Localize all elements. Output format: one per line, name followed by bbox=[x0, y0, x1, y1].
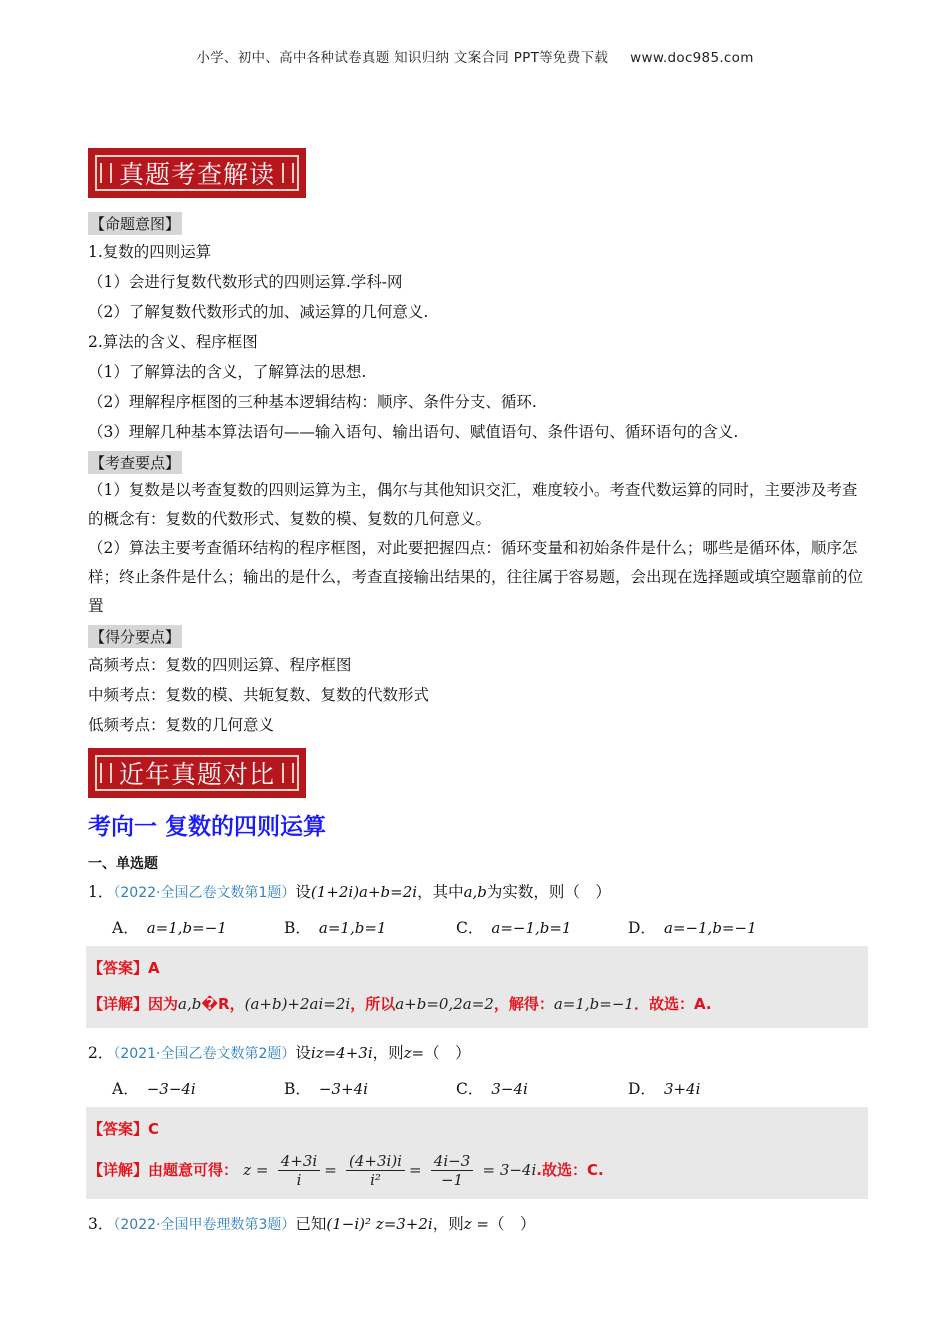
option-label: A． bbox=[112, 1080, 139, 1098]
option-label: D． bbox=[628, 919, 656, 937]
question-text: 为实数，则（ ） bbox=[486, 883, 611, 901]
tag-scoring: 【得分要点】 bbox=[88, 625, 182, 648]
option-c[interactable] bbox=[456, 916, 628, 938]
intent-line: （1）会进行复数代数形式的四则运算.学科-网 bbox=[88, 273, 403, 291]
answer-label: 【答案】 bbox=[88, 959, 149, 977]
option-a[interactable] bbox=[112, 916, 284, 938]
question-text: （ ） bbox=[488, 1215, 536, 1233]
banner-title: 近年真题对比 bbox=[118, 760, 275, 789]
options-q2 bbox=[112, 1077, 868, 1099]
question-text: ，则 bbox=[372, 1044, 404, 1062]
option-text: a=−1,b=−1 bbox=[663, 919, 757, 937]
detail-text: .故选：C. bbox=[536, 1161, 604, 1179]
detail-row bbox=[88, 986, 864, 1022]
option-text: a=1,b=1 bbox=[318, 919, 387, 937]
subsection-title: 一、单选题 bbox=[88, 856, 158, 872]
question-number: 1． bbox=[88, 883, 114, 901]
answer-box-q1 bbox=[86, 946, 868, 1028]
intent-line: （3）理解几种基本算法语句——输入语句、输出语句、赋值语句、条件语句、循环语句的含义. bbox=[88, 423, 739, 441]
intent-line: （2）了解复数代数形式的加、减运算的几何意义. bbox=[88, 303, 429, 321]
intent-line: （2）理解程序框图的三种基本逻辑结构：顺序、条件分支、循环. bbox=[88, 393, 537, 411]
question-3 bbox=[88, 1209, 868, 1240]
math-expression: a,b bbox=[178, 995, 202, 1013]
option-label: C． bbox=[456, 919, 484, 937]
detail-text: ，所以 bbox=[350, 995, 396, 1013]
detail-row: 【详解】由题意可得： z = $\frac{4+3i}{i}$ = $\frac{(4+3i)i}{\text{i²}}$ = $\frac{4i-3}{-1}$ = 3−4i.故选：C. bbox=[88, 1152, 604, 1189]
question-source: （2022·全国乙卷文数第1题） bbox=[113, 885, 296, 901]
option-label: B． bbox=[284, 919, 311, 937]
option-a[interactable] bbox=[112, 1077, 284, 1099]
question-text: ，其中 bbox=[417, 883, 464, 901]
site-header bbox=[0, 46, 950, 66]
option-text: −3−4i bbox=[146, 1080, 196, 1098]
fraction bbox=[278, 1152, 320, 1189]
question-1 bbox=[88, 877, 868, 908]
option-b[interactable] bbox=[284, 1077, 456, 1099]
site-url[interactable]: www.doc985.com bbox=[630, 50, 754, 66]
question-text: 已知 bbox=[295, 1215, 327, 1233]
option-text: 3−4i bbox=[491, 1080, 528, 1098]
question-text: 设 bbox=[295, 1044, 311, 1062]
option-d[interactable] bbox=[628, 916, 800, 938]
fraction bbox=[431, 1152, 473, 1189]
detail-label: 【详解】 bbox=[88, 1161, 149, 1179]
answer-value: A bbox=[148, 959, 160, 977]
detail-label: 【详解】 bbox=[88, 995, 149, 1013]
math-expression: iz=4+3i bbox=[310, 1044, 373, 1062]
math-expression: a=1,b=−1 bbox=[553, 995, 634, 1013]
option-label: C． bbox=[456, 1080, 484, 1098]
option-text: −3+4i bbox=[318, 1080, 368, 1098]
fraction-numerator: (4+3i)i bbox=[346, 1152, 405, 1171]
math-expression: z = bbox=[243, 1161, 269, 1179]
banner-recent-comparison bbox=[88, 748, 306, 798]
fraction-numerator: 4i−3 bbox=[431, 1152, 473, 1171]
fraction-denominator: i bbox=[296, 1171, 302, 1189]
tag-key-points: 【考查要点】 bbox=[88, 451, 182, 474]
option-label: B． bbox=[284, 1080, 311, 1098]
key-point-paragraph: （2）算法主要考查循环结构的程序框图，对此要把握四点：循环变量和初始条件是什么；哪些是循环体，顺序怎样；终止条件是什么；输出的是什么，考查直接输出结果的，往往属于容易题，会出现在选择题或填空题靠前的位置 bbox=[88, 539, 864, 615]
detail-text: 因为 bbox=[148, 995, 179, 1013]
math-expression: = 3−4i bbox=[482, 1161, 537, 1179]
fraction-numerator: 4+3i bbox=[278, 1152, 320, 1171]
fraction-denominator: −1 bbox=[440, 1171, 464, 1189]
fraction bbox=[346, 1152, 405, 1189]
detail-text: �R， bbox=[201, 995, 245, 1013]
intent-line: （1）了解算法的含义，了解算法的思想. bbox=[88, 363, 367, 381]
option-b[interactable] bbox=[284, 916, 456, 938]
intent-line: 1.复数的四则运算 bbox=[88, 243, 212, 261]
question-source: （2021·全国乙卷文数第2题） bbox=[113, 1046, 296, 1062]
answer-value: C bbox=[148, 1120, 160, 1138]
answer-row bbox=[88, 950, 864, 986]
option-label: D． bbox=[628, 1080, 656, 1098]
section-title: 考向一 复数的四则运算 bbox=[88, 814, 327, 840]
math-vars: z= bbox=[403, 1044, 425, 1062]
fraction-denominator: i² bbox=[370, 1171, 381, 1189]
scoring-line: 高频考点：复数的四则运算、程序框图 bbox=[88, 656, 352, 674]
question-text: ，则 bbox=[432, 1215, 464, 1233]
math-vars: a,b bbox=[463, 883, 487, 901]
option-c[interactable] bbox=[456, 1077, 628, 1099]
question-text: （ ） bbox=[424, 1044, 471, 1062]
math-expression: (1+2i)a+b=2i bbox=[310, 883, 418, 901]
option-text: a=1,b=−1 bbox=[146, 919, 227, 937]
math-expression: (a+b)+2ai=2i bbox=[244, 995, 351, 1013]
banner-title: 真题考查解读 bbox=[118, 160, 275, 189]
math-vars: z = bbox=[463, 1215, 489, 1233]
option-d[interactable] bbox=[628, 1077, 800, 1099]
answer-box-q2 bbox=[86, 1107, 868, 1199]
answer-label: 【答案】 bbox=[88, 1120, 149, 1138]
question-text: 设 bbox=[295, 883, 311, 901]
scoring-line: 中频考点：复数的模、共轭复数、复数的代数形式 bbox=[88, 686, 430, 704]
question-source: （2022·全国甲卷理数第3题） bbox=[113, 1217, 296, 1233]
intent-line: 2.算法的含义、程序框图 bbox=[88, 333, 258, 351]
scoring-line: 低频考点：复数的几何意义 bbox=[88, 716, 275, 734]
site-header-text: 小学、初中、高中各种试卷真题 知识归纳 文案合同 PPT等免费下载 bbox=[196, 50, 609, 66]
options-q1 bbox=[112, 916, 868, 938]
detail-text: 由题意可得： bbox=[148, 1161, 239, 1179]
math-expression: a+b=0,2a=2 bbox=[395, 995, 494, 1013]
option-text: 3+4i bbox=[663, 1080, 701, 1098]
banner-exam-interpretation bbox=[88, 148, 306, 198]
question-2 bbox=[88, 1038, 868, 1069]
detail-text: ．故选：A. bbox=[633, 995, 712, 1013]
document-body bbox=[88, 148, 868, 1240]
option-label: A． bbox=[112, 919, 139, 937]
question-number: 2． bbox=[88, 1044, 114, 1062]
option-text: a=−1,b=1 bbox=[491, 919, 572, 937]
key-point-paragraph: （1）复数是以考查复数的四则运算为主，偶尔与其他知识交汇，难度较小。考查代数运算的同时，主要涉及考查的概念有：复数的代数形式、复数的模、复数的几何意义。 bbox=[88, 481, 858, 528]
tag-intent: 【命题意图】 bbox=[88, 212, 182, 235]
question-number: 3． bbox=[88, 1215, 114, 1233]
detail-text: ，解得： bbox=[493, 995, 554, 1013]
answer-row bbox=[88, 1111, 864, 1147]
math-expression: (1−i)² z=3+2i bbox=[326, 1215, 433, 1233]
